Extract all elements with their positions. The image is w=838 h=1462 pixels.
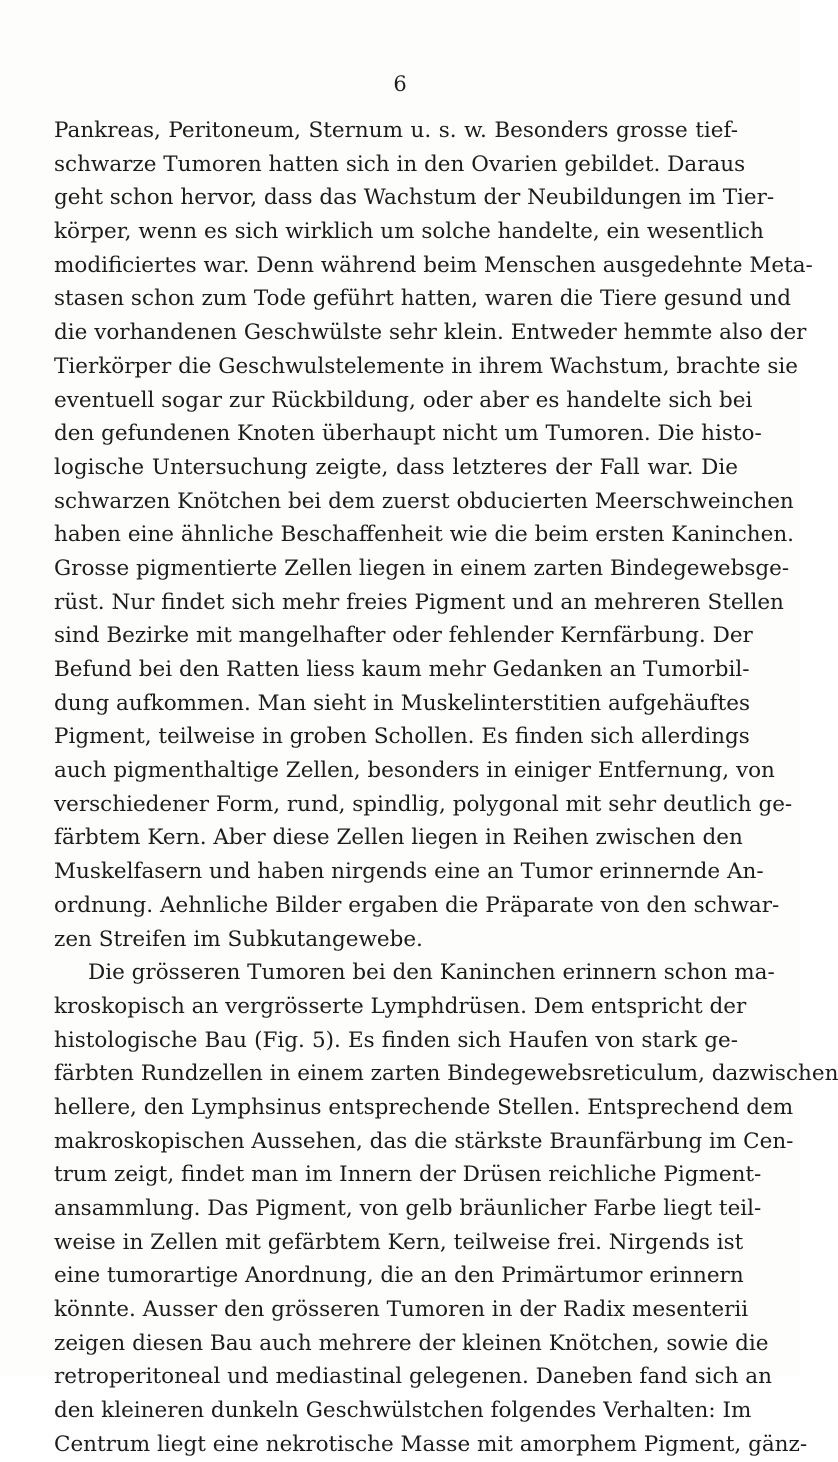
text-line: den kleineren dunkeln Geschwülstchen folgendes Verhalten: Im [54, 1398, 752, 1424]
text-line: könnte. Ausser den grösseren Tumoren in der Radix mesenterii [54, 1297, 749, 1323]
text-line: färbtem Kern. Aber diese Zellen liegen in Reihen zwischen den [54, 825, 743, 851]
text-line: Befund bei den Ratten liess kaum mehr Gedanken an Tumorbil- [54, 657, 750, 682]
text-line: rüst. Nur findet sich mehr freies Pigment und an mehreren Stellen [54, 589, 784, 615]
text-line: zeigen diesen Bau auch mehrere der kleinen Knötchen, sowie die [54, 1330, 769, 1356]
text-line: sind Bezirke mit mangelhafter oder fehlender Kernfärbung. Der [54, 623, 753, 649]
text-line: Pankreas, Peritoneum, Sternum u. s. w. Besonders grosse tief- [54, 118, 738, 143]
text-line: ansammlung. Das Pigment, von gelb bräunlicher Farbe liegt teil- [54, 1196, 762, 1221]
text-line: schwarze Tumoren hatten sich in den Ovarien gebildet. Daraus [54, 151, 746, 177]
text-line: Muskelfasern und haben nirgends eine an Tumor erinnernde An- [54, 859, 764, 885]
text-line: verschiedener Form, rund, spindlig, polygonal mit sehr deutlich ge- [54, 791, 793, 817]
text-line: weise in Zellen mit gefärbtem Kern, teilweise frei. Nirgends ist [54, 1229, 744, 1255]
text-line: stasen schon zum Tode geführt hatten, waren die Tiere gesund und [54, 286, 792, 312]
text-line: eine tumorartige Anordnung, die an den Primärtumor erinnern [54, 1263, 744, 1289]
page-number: 6 [393, 72, 407, 96]
text-line: makroskopischen Aussehen, das die stärkste Braunfärbung im Cen- [54, 1128, 794, 1154]
text-line: histologische Bau (Fig. 5). Es finden sich Haufen von stark ge- [54, 1027, 738, 1053]
text-line: geht schon hervor, dass das Wachstum der Neubildungen im Tier- [54, 185, 775, 211]
text-line: Die grösseren Tumoren bei den Kaninchen erinnern schon ma- [88, 960, 775, 986]
text-line: hellere, den Lymphsinus entsprechende Stellen. Entsprechend dem [54, 1094, 794, 1120]
body-text [54, 114, 838, 1462]
text-line: logische Untersuchung zeigte, dass letzteres der Fall war. Die [54, 454, 738, 480]
text-line: Pigment, teilweise in groben Schollen. Es finden sich allerdings [54, 724, 750, 750]
text-line: ordnung. Aehnliche Bilder ergaben die Präparate von den schwar- [54, 892, 780, 918]
text-line: auch pigmenthaltige Zellen, besonders in einiger Entfernung, von [54, 758, 775, 784]
text-line: zen Streifen im Subkutangewebe. [54, 926, 423, 952]
text-line: kroskopisch an vergrösserte Lymphdrüsen. Dem entspricht der [54, 993, 747, 1019]
text-line: retroperitoneal und mediastinal gelegenen. Daneben fand sich an [54, 1364, 772, 1390]
text-line: Grosse pigmentierte Zellen liegen in einem zarten Bindegewebsge- [54, 555, 790, 581]
text-line: eventuell sogar zur Rückbildung, oder aber es handelte sich bei [54, 387, 753, 413]
text-line: die vorhandenen Geschwülste sehr klein. Entweder hemmte also der [54, 320, 807, 346]
text-line: Tierkörper die Geschwulstelemente in ihrem Wachstum, brachte sie [54, 353, 798, 379]
text-line: trum zeigt, findet man im Innern der Drüsen reichliche Pigment- [54, 1162, 762, 1188]
text-line: modificiertes war. Denn während beim Menschen ausgedehnte Meta- [54, 252, 813, 278]
text-line: haben eine ähnliche Beschaffenheit wie die beim ersten Kaninchen. [54, 522, 795, 548]
text-line: Centrum liegt eine nekrotische Masse mit amorphem Pigment, gänz- [54, 1431, 808, 1457]
text-line: den gefundenen Knoten überhaupt nicht um Tumoren. Die histo- [54, 421, 762, 447]
text-line: schwarzen Knötchen bei dem zuerst obducierten Meerschweinchen [54, 488, 794, 514]
text-line: körper, wenn es sich wirklich um solche handelte, ein wesentlich [54, 219, 764, 245]
text-line: färbten Rundzellen in einem zarten Bindegewebsreticulum, dazwischen [54, 1061, 838, 1087]
text-line: dung aufkommen. Man sieht in Muskelinterstitien aufgehäuftes [54, 690, 751, 716]
